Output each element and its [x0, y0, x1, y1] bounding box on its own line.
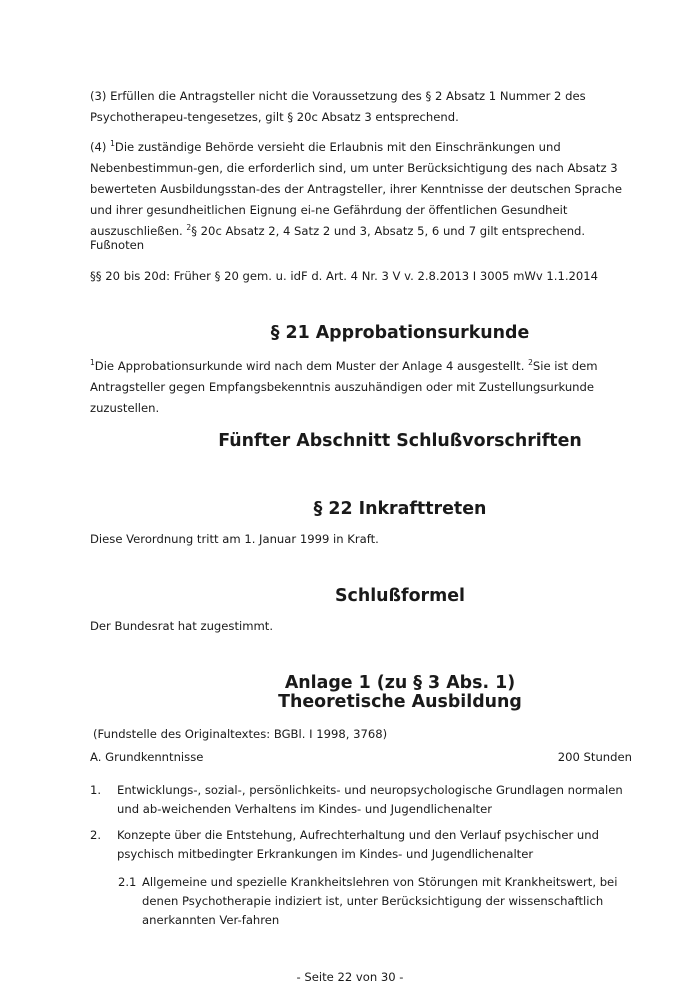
source-note: (Fundstelle des Originaltextes: BGBl. I 1998, 3768) — [93, 727, 388, 741]
list-item — [90, 826, 636, 864]
section-21-heading: § 21 Approbationsurkunde — [270, 323, 530, 343]
list-item — [90, 781, 636, 819]
section-22-text: Diese Verordnung tritt am 1. Januar 1999 in Kraft. — [90, 532, 379, 546]
list-item-text: Entwicklungs-, sozial-, persönlichkeits- und neuropsychologische Grundlagen normalen und ab-weichenden Verhaltens im Kindes- und Jugendlichenalter — [117, 783, 623, 816]
paragraph-4-prefix: (4) — [90, 140, 111, 154]
list-item-text: Konzepte über die Entstehung, Aufrechterhaltung und den Verlauf psychischer und psychisch mitbedingter Erkrankungen im Kindes- und Jugendlichenalter — [117, 828, 599, 861]
sub-list-item-number: 2.1 — [118, 875, 137, 889]
anlage-1-subheading: Theoretische Ausbildung — [278, 692, 522, 712]
paragraph-4-text-1: Die zuständige Behörde versieht die Erlaubnis mit den Einschränkungen und Nebenbestimmun-gen, die erforderlich sind, um unter Berücksichtigung des nach Absatz 3 bewerteten Ausbildungsstan-des der Antragsteller, ihrer Kenntnisse der deutschen Sprache und ihrer gesundheitlichen Eignung ei-ne Gefährdung der öffentlichen Gesundheit auszuschließen. — [90, 140, 622, 238]
sentence-number: 2 — [528, 358, 533, 367]
section-a-row — [90, 750, 632, 764]
sentence-number: 2 — [186, 223, 192, 232]
page-footer: - Seite 22 von 30 - — [296, 970, 404, 984]
paragraph-4 — [90, 137, 636, 242]
section-21-text-1: Die Approbationsurkunde wird nach dem Muster der Anlage 4 ausgestellt. — [94, 359, 529, 373]
anlage-1-heading: Anlage 1 (zu § 3 Abs. 1) — [284, 673, 516, 693]
sentence-number: 1 — [90, 358, 95, 367]
section-21-text — [90, 356, 636, 419]
footnote-text: §§ 20 bis 20d: Früher § 20 gem. u. idF d. Art. 4 Nr. 3 V v. 2.8.2013 I 3005 mWv 1.1.2014 — [90, 269, 599, 283]
section-21-text-2: Sie ist dem Antragsteller gegen Empfangsbekenntnis auszuhändigen oder mit Zustellungsurkunde zuzustellen. — [90, 359, 598, 415]
list-item-number: 2. — [90, 828, 102, 842]
sentence-number: 1 — [110, 139, 115, 148]
paragraph-4-text-2: § 20c Absatz 2, 4 Satz 2 und 3, Absatz 5, 6 und 7 gilt entsprechend. — [191, 224, 586, 238]
section-a-label: A. Grundkenntnisse — [90, 750, 204, 764]
paragraph-3: (3) Erfüllen die Antragsteller nicht die Voraussetzung des § 2 Absatz 1 Nummer 2 des Psychotherapeu-tengesetzes, gilt § 20c Absatz 3 entsprechend. — [90, 89, 586, 124]
section-a-hours: 200 Stunden — [557, 750, 632, 764]
schlussformel-text: Der Bundesrat hat zugestimmt. — [90, 619, 274, 633]
section-22-heading: § 22 Inkrafttreten — [313, 499, 487, 519]
list-item-number: 1. — [90, 783, 102, 797]
schlussformel-heading: Schlußformel — [334, 586, 466, 606]
section-5-heading: Fünfter Abschnitt Schlußvorschriften — [218, 431, 582, 451]
sub-list-item — [118, 873, 636, 930]
footnotes-label: Fußnoten — [90, 238, 145, 252]
sub-list-item-text: Allgemeine und spezielle Krankheitslehren von Störungen mit Krankheitswert, bei denen Psychotherapie indiziert ist, unter Berücksichtigung der wissenschaftlich anerkannten Ver-fahren — [142, 875, 618, 927]
